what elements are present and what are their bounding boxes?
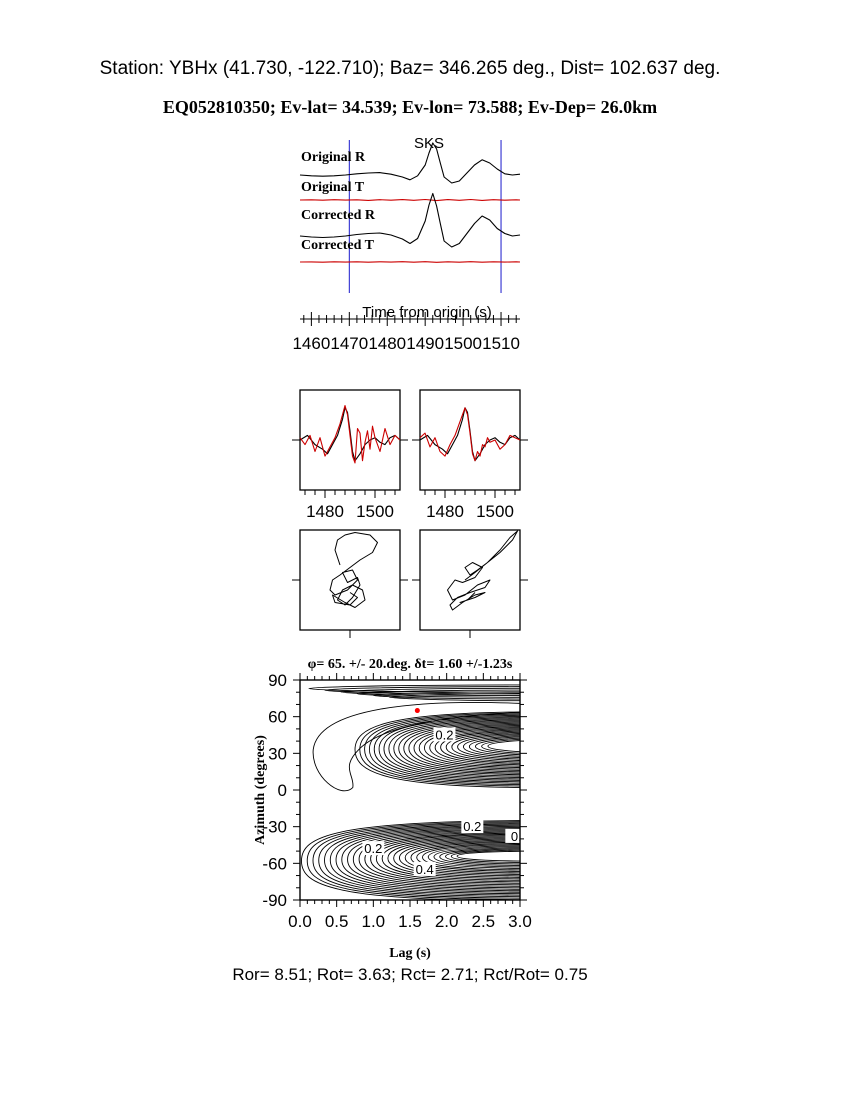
- time-tick-label: 1500: [444, 334, 483, 353]
- splitting-statistics: Ror= 8.51; Rot= 3.63; Rct= 2.71; Rct/Rot= 0.75: [232, 965, 588, 984]
- contour-label: 0.: [510, 828, 522, 844]
- trace-corrected-t: [300, 262, 520, 263]
- overlay-tick-label: 1500: [356, 502, 394, 521]
- y-tick-label: -30: [262, 817, 287, 837]
- x-tick-label: 1.5: [398, 912, 422, 931]
- overlay-tick-label: 1480: [426, 502, 464, 521]
- x-axis-label: Lag (s): [389, 946, 431, 961]
- y-tick-label: -60: [262, 854, 287, 874]
- splitting-parameters-title: φ= 65. +/- 20.deg. δt= 1.60 +/-1.23s: [307, 657, 513, 672]
- station-info-title: Station: YBHx (41.730, -122.710); Baz= 346.265 deg., Dist= 102.637 deg.: [99, 58, 721, 79]
- event-info-title: EQ052810350; Ev-lat= 34.539; Ev-lon= 73.588; Ev-Dep= 26.0km: [162, 97, 658, 117]
- trace-label: Original T: [301, 180, 365, 195]
- time-tick-label: 1470: [330, 334, 369, 353]
- x-tick-label: 0.5: [324, 912, 349, 931]
- trace-original-t: [300, 200, 520, 201]
- best-fit-point: [415, 708, 420, 713]
- x-tick-label: 2.5: [471, 912, 496, 931]
- time-tick-label: 1460: [292, 334, 331, 353]
- contour-label: 0.2: [463, 819, 482, 835]
- particle-motion-path: [330, 533, 378, 608]
- x-tick-label: 3.0: [508, 912, 532, 931]
- x-tick-label: 1.0: [361, 912, 386, 931]
- time-axis-label: Time from origin (s): [362, 304, 492, 321]
- y-axis-label: Azimuth (degrees): [253, 735, 268, 845]
- y-tick-label: 90: [268, 671, 287, 690]
- contour-label: 0.4: [415, 861, 434, 877]
- trace-label: Corrected R: [301, 208, 375, 223]
- x-tick-label: 0.0: [288, 912, 312, 931]
- overlay-tick-label: 1480: [306, 502, 344, 521]
- y-tick-label: 30: [268, 744, 287, 764]
- y-tick-label: 60: [268, 707, 287, 727]
- contour-label: 0.2: [364, 841, 383, 857]
- particle-motion-panel: [300, 530, 400, 630]
- trace-label: Original R: [301, 150, 366, 165]
- transverse-waveform: [420, 408, 520, 461]
- time-tick-label: 1510: [482, 334, 520, 353]
- contour-label: 0.2: [435, 727, 454, 743]
- time-tick-label: 1490: [406, 334, 445, 353]
- overlay-tick-label: 1500: [476, 502, 514, 521]
- waveform-overlay-panel: [300, 390, 400, 490]
- y-tick-label: 0: [277, 781, 287, 800]
- contour-line: [457, 851, 542, 861]
- x-tick-label: 2.0: [434, 912, 459, 931]
- waveform-overlay-panel: [420, 390, 520, 490]
- particle-motion-path: [448, 531, 518, 610]
- y-tick-label: -90: [262, 891, 287, 910]
- phase-label: SKS: [413, 135, 444, 152]
- transverse-waveform: [300, 406, 400, 464]
- trace-label: Corrected T: [301, 238, 374, 253]
- time-tick-label: 1480: [368, 334, 407, 353]
